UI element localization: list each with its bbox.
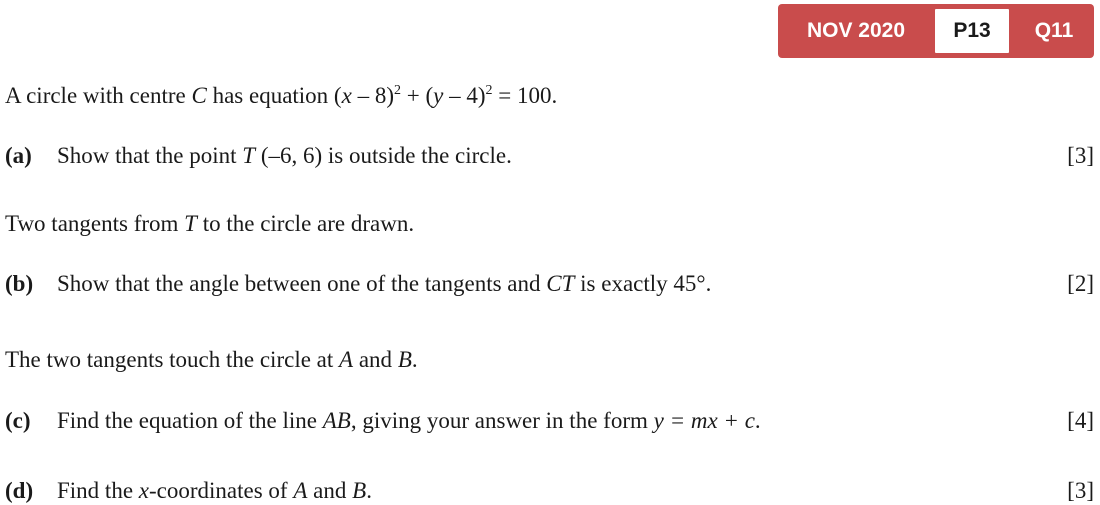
part-b-letter: (b) bbox=[5, 271, 34, 296]
session-label: NOV 2020 bbox=[806, 19, 906, 42]
part-a-marks: [3] bbox=[1067, 143, 1094, 168]
part-b-marks: [2] bbox=[1067, 271, 1094, 296]
part-c-marks: [4] bbox=[1067, 408, 1094, 433]
part-c: (c) Find the equation of the line AB, giving your answer in the form y = mx + c. bbox=[5, 408, 761, 433]
part-d: (d) Find the x-coordinates of A and B. bbox=[5, 478, 372, 503]
part-c-intro: The two tangents touch the circle at A and B. bbox=[5, 347, 418, 372]
question-stem: A circle with centre C has equation (x – 8)$^2$ + (y – 4)$^2$ = 100. bbox=[5, 83, 558, 108]
paper-label: P13 bbox=[935, 9, 1009, 53]
question-reference-badge bbox=[778, 4, 1094, 58]
part-c-letter: (c) bbox=[5, 408, 31, 433]
part-b: (b) Show that the angle between one of the tangents and CT is exactly 45°. bbox=[5, 271, 712, 296]
question-label: Q11 bbox=[1034, 19, 1074, 42]
part-d-letter: (d) bbox=[5, 478, 34, 503]
part-a-letter: (a) bbox=[5, 143, 32, 168]
part-b-intro: Two tangents from T to the circle are drawn. bbox=[5, 211, 415, 236]
part-d-marks: [3] bbox=[1067, 478, 1094, 503]
part-a: (a) Show that the point T (–6, 6) is outside the circle. bbox=[5, 143, 512, 168]
